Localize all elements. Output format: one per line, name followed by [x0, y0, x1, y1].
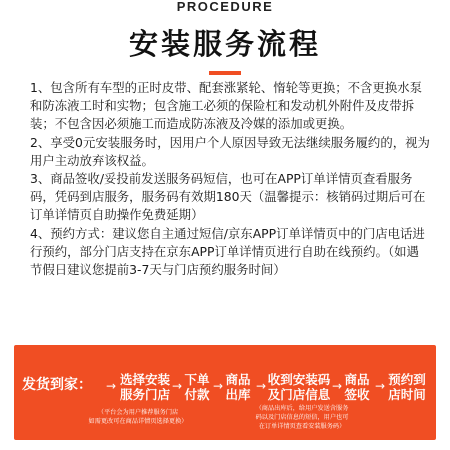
flow-note-line: （平台会为用户推荐服务门店: [97, 409, 179, 416]
flow-note-line: 在订单详情页查看安装服务码）: [258, 423, 346, 430]
flow-note-line: （商品出库后，给用户发送含服务: [255, 405, 349, 412]
flow-banner: [14, 345, 436, 440]
flow-step-line: 商品: [225, 372, 251, 387]
flow-step-line: 出库: [225, 387, 251, 402]
flow-step-line: 服务门店: [119, 387, 170, 402]
flow-step-line: 选择安装: [119, 372, 170, 387]
term-item-3: 3、商品签收/妥投前发送服务码短信，也可在APP订单详情页查看服务码，凭码到店服务，服务码有效期180天（温馨提示：核销码过期后可在订单详情页自助操作免费延期）: [30, 171, 426, 223]
arrow-icon: →: [332, 379, 343, 393]
flow-step-receive-code: [264, 372, 334, 402]
terms-list: [30, 79, 430, 279]
flow-label: 发货到家：: [22, 377, 92, 393]
flow-step-line: 付款: [184, 387, 210, 402]
flow-step-line: 店时间: [388, 387, 426, 402]
flow-step-line: 下单: [184, 372, 210, 387]
term-item-2: 2、享受0元安装服务时，因用户个人原因导致无法继续服务履约的，视为用户主动放弃该权益。: [30, 134, 430, 168]
flow-step-line: 收到安装码: [267, 372, 331, 387]
procedure-eyebrow: PROCEDURE: [176, 0, 274, 14]
flow-step-line: 商品: [344, 372, 370, 387]
arrow-icon: →: [172, 379, 183, 393]
term-item-4: 4、预约方式：建议您自主通过短信/京东APP订单详情页中的门店电话进行预约，部分门店支持在京东APP订单详情页进行自助在线预约。（如遇节假日建议您提前3-7天与门店预约服务时间）: [30, 225, 425, 278]
flow-note-store: [80, 408, 196, 426]
flow-step-select-store: [116, 372, 174, 402]
arrow-icon: →: [256, 379, 267, 393]
flow-step-sign: [340, 372, 374, 402]
flow-step-line: 预约到: [388, 372, 426, 387]
title-underline: [209, 71, 241, 75]
flow-step-book-time: [383, 372, 431, 402]
flow-note-line: 如需更改可在商品详情页选择更换）: [88, 418, 188, 425]
term-item-1: 1、包含所有车型的正时皮带、配套涨紧轮、惰轮等更换；不含更换水泵和防冻液工时和实物；包含施工必须的保险杠和发动机外附件及皮带拆装；不包含因必须施工而造成防冻液及冷媒的添加或更换。: [30, 80, 422, 132]
flow-note-line: 码以及门店信息的短信，用户也可: [255, 414, 349, 421]
flow-step-ship: [221, 372, 255, 402]
flow-note-code: [250, 404, 354, 431]
arrow-icon: →: [213, 379, 224, 393]
flow-step-pay: [180, 372, 214, 402]
flow-step-line: 签收: [344, 387, 370, 402]
arrow-icon: →: [106, 379, 117, 393]
page-title: 安装服务流程: [128, 27, 321, 61]
flow-step-line: 及门店信息: [267, 387, 331, 402]
arrow-icon: →: [375, 379, 386, 393]
